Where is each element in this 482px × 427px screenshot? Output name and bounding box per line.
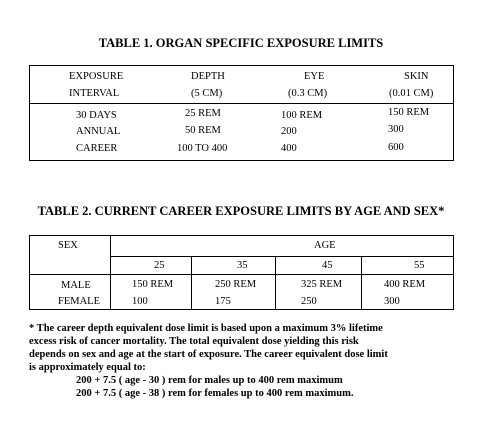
table1-row-depth: 25 REM (185, 108, 221, 119)
table1-header-skin: SKIN (404, 71, 429, 82)
table1-header-interval: INTERVAL (69, 88, 120, 99)
footnote-line: is approximately equal to: (29, 362, 146, 373)
table1-row-eye: 400 (281, 143, 297, 154)
table2-age-header: AGE (314, 240, 336, 251)
table1-header-eye-unit: (0.3 CM) (288, 88, 328, 99)
footnote-line: * The career depth equivalent dose limit is based upon a maximum 3% lifetime (29, 323, 383, 334)
table1-header-exposure: EXPOSURE (69, 71, 124, 82)
table2-age-label: 25 (154, 260, 165, 271)
table1-row-skin: 600 (388, 142, 404, 153)
table1-title: TABLE 1. ORGAN SPECIFIC EXPOSURE LIMITS (98, 36, 384, 50)
table1-header-divider (29, 103, 454, 104)
table2-row-value: 300 (384, 296, 400, 307)
table2-row-value: 175 (215, 296, 231, 307)
table2-col-divider (361, 256, 362, 310)
table2-sex-header: SEX (58, 240, 78, 251)
table2-row-value: 250 REM (215, 279, 257, 290)
footnote-formula-males: 200 + 7.5 ( age - 30 ) rem for males up to 400 rem maximum (76, 375, 343, 386)
table2-col-divider (191, 256, 192, 310)
table2-age-label: 45 (322, 260, 333, 271)
footnote-formula-females: 200 + 7.5 ( age - 38 ) rem for females up to 400 rem maximum. (76, 388, 354, 399)
table1-header-depth-unit: (5 CM) (191, 88, 223, 99)
table2-row-sex: MALE (61, 280, 91, 291)
table2-row-sex: FEMALE (58, 296, 100, 307)
table2-age-label: 55 (414, 260, 425, 271)
table2-age-label: 35 (237, 260, 248, 271)
table1-header-skin-unit: (0.01 CM) (389, 88, 434, 99)
footnote-line: depends on sex and age at the start of exposure. The career equivalent dose limit (29, 349, 388, 360)
table2-row-value: 100 (132, 296, 148, 307)
table1-row-eye: 100 REM (281, 110, 323, 121)
table1-row-eye: 200 (281, 126, 297, 137)
table2-row-value: 250 (301, 296, 317, 307)
table2-row-value: 150 REM (132, 279, 174, 290)
table2-title: TABLE 2. CURRENT CAREER EXPOSURE LIMITS BY AGE AND SEX* (37, 204, 445, 218)
table1-row-interval: CAREER (76, 143, 118, 154)
table2-header-divider (29, 274, 454, 275)
table2-row-value: 325 REM (301, 279, 343, 290)
table1-row-interval: ANNUAL (76, 126, 121, 137)
table1-header-eye: EYE (304, 71, 325, 82)
table2-row-value: 400 REM (384, 279, 426, 290)
table2-sex-divider (110, 235, 111, 310)
table1-row-skin: 300 (388, 124, 404, 135)
table1-row-skin: 150 REM (388, 107, 430, 118)
table2-col-divider (275, 256, 276, 310)
table1-row-interval: 30 DAYS (76, 110, 117, 121)
footnote-line: excess risk of cancer mortality. The total equivalent dose yielding this risk (29, 336, 359, 347)
table1-row-depth: 50 REM (185, 125, 221, 136)
table2-age-divider (110, 256, 454, 257)
table1-row-depth: 100 TO 400 (177, 143, 228, 154)
table1-header-depth: DEPTH (191, 71, 225, 82)
